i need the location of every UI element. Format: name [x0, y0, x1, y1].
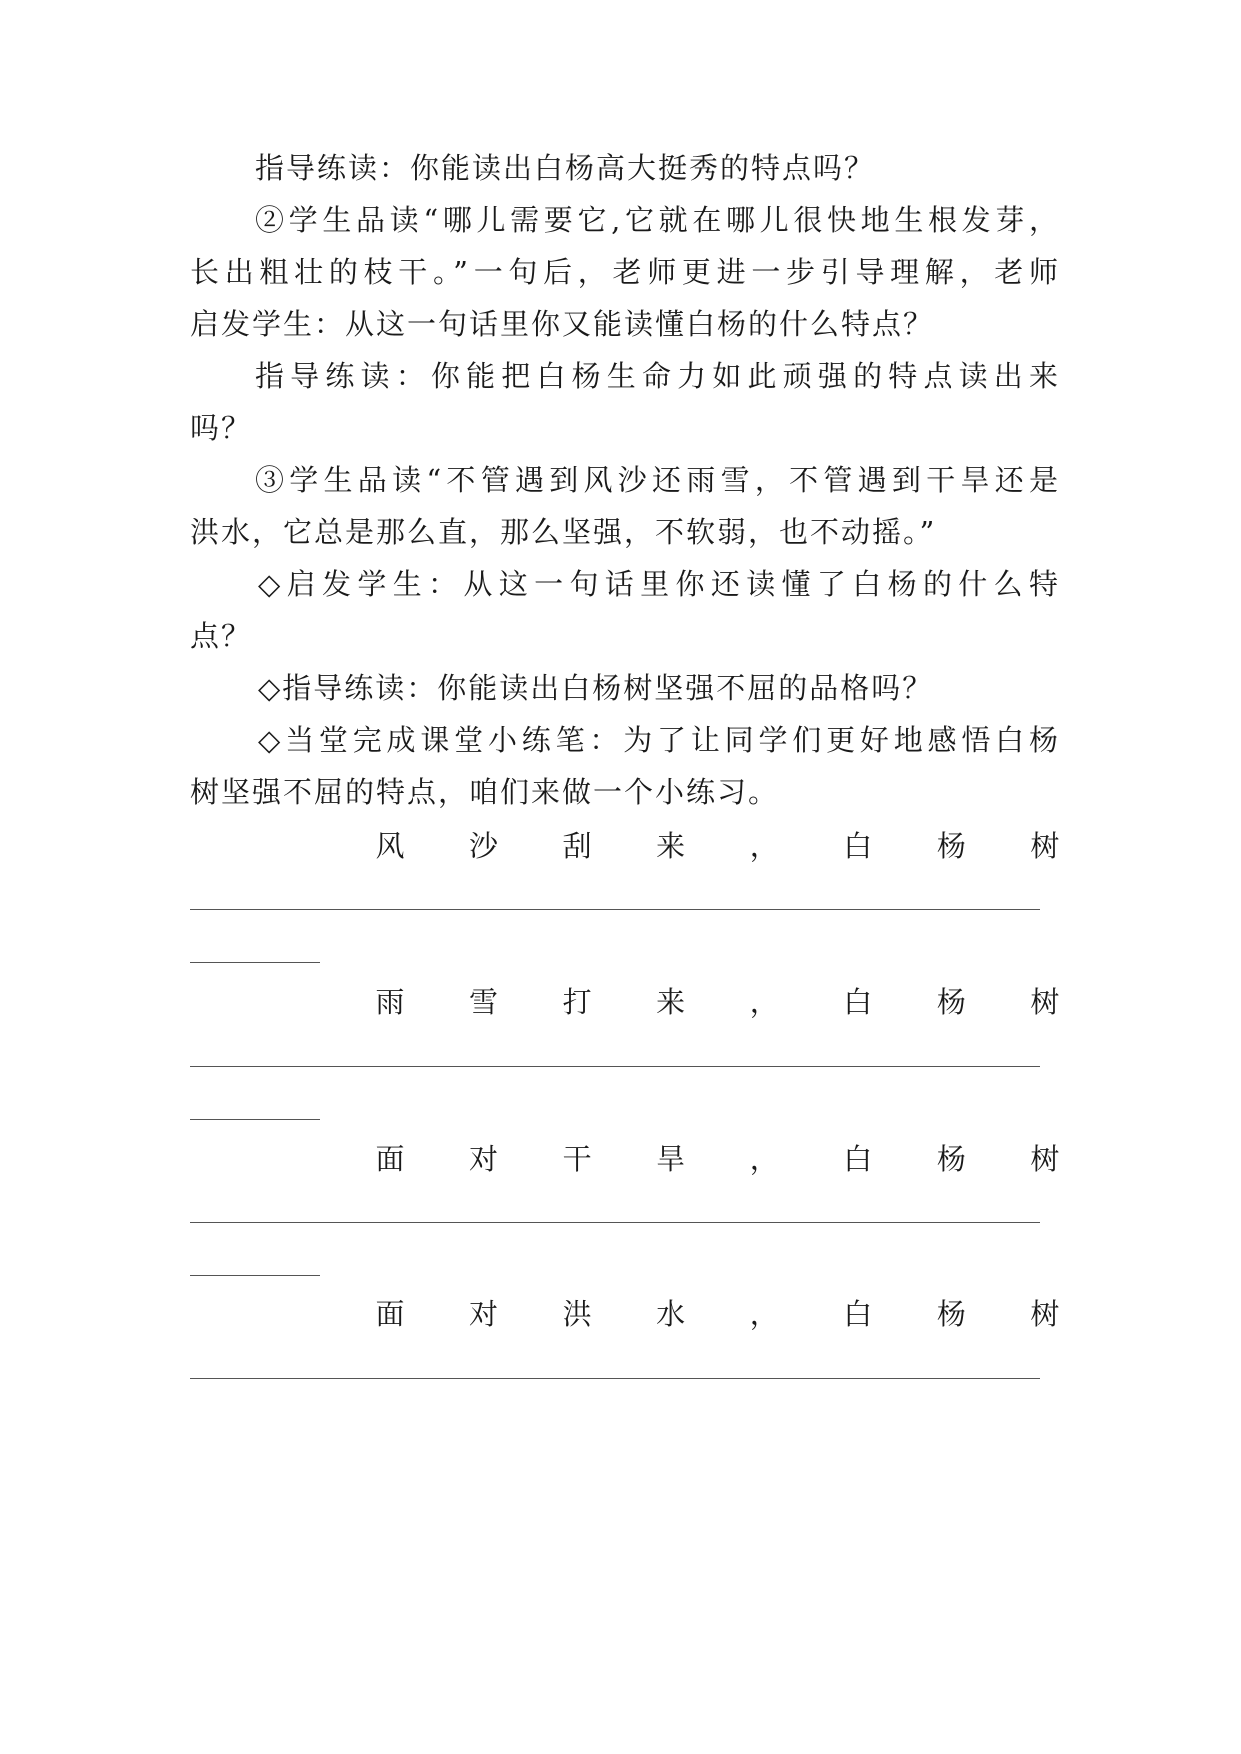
exercise-char: 雪	[469, 985, 499, 1019]
paragraph-guide-read-3: ◇指导练读：你能读出白杨树坚强不屈的品格吗？	[258, 671, 934, 705]
exercise-char: 洪	[562, 1297, 592, 1331]
exercise-char: 杨	[936, 1297, 966, 1331]
answer-blank-2-long	[190, 1066, 1040, 1067]
answer-blank-1-short	[190, 962, 320, 963]
paragraph-exercise-intro-line2: 树坚强不屈的特点，咱们来做一个小练习。	[190, 775, 780, 809]
paragraph-student-read-2-line1: ②学生品读“哪儿需要它,它就在哪儿很快地生根发芽，	[255, 203, 1060, 237]
exercise-char: 打	[562, 985, 592, 1019]
exercise-char: 沙	[469, 829, 499, 863]
exercise-prompt-3	[375, 1139, 1060, 1179]
exercise-char: 树	[1030, 1142, 1060, 1176]
exercise-char: ，	[749, 1142, 779, 1176]
exercise-char: 雨	[375, 985, 405, 1019]
exercise-char: 树	[1030, 985, 1060, 1019]
exercise-char: 白	[843, 1142, 873, 1176]
exercise-char: 杨	[936, 829, 966, 863]
answer-blank-1-long	[190, 909, 1040, 910]
exercise-prompt-1	[375, 826, 1060, 866]
answer-blank-3-long	[190, 1222, 1040, 1223]
exercise-char: 风	[375, 829, 405, 863]
paragraph-inspire-line2: 点？	[190, 619, 253, 653]
exercise-char: 杨	[936, 1142, 966, 1176]
answer-blank-3-short	[190, 1275, 320, 1276]
exercise-char: 对	[469, 1142, 499, 1176]
exercise-char: 杨	[936, 985, 966, 1019]
paragraph-inspire-line1: ◇启发学生：从这一句话里你还读懂了白杨的什么特	[258, 567, 1060, 601]
paragraph-student-read-3-line1: ③学生品读“不管遇到风沙还雨雪，不管遇到干旱还是	[255, 463, 1060, 497]
paragraph-student-read-3-line2: 洪水，它总是那么直，那么坚强，不软弱，也不动摇。”	[190, 515, 937, 549]
exercise-char: 树	[1030, 829, 1060, 863]
exercise-char: 水	[656, 1297, 686, 1331]
exercise-prompt-4	[375, 1294, 1060, 1334]
paragraph-guide-read-2-line2: 吗？	[190, 411, 253, 445]
exercise-char: 来	[656, 829, 686, 863]
exercise-char: 刮	[562, 829, 592, 863]
exercise-char: 面	[375, 1297, 405, 1331]
paragraph-guide-read-1: 指导练读：你能读出白杨高大挺秀的特点吗？	[255, 151, 876, 185]
exercise-char: 白	[843, 829, 873, 863]
exercise-char: 树	[1030, 1297, 1060, 1331]
exercise-char: 旱	[656, 1142, 686, 1176]
exercise-char: ，	[749, 1297, 779, 1331]
exercise-char: 对	[469, 1297, 499, 1331]
answer-blank-2-short	[190, 1119, 320, 1120]
exercise-char: 白	[843, 1297, 873, 1331]
exercise-char: 面	[375, 1142, 405, 1176]
exercise-prompt-2	[375, 982, 1060, 1022]
exercise-char: ，	[749, 985, 779, 1019]
paragraph-exercise-intro-line1: ◇当堂完成课堂小练笔：为了让同学们更好地感悟白杨	[258, 723, 1060, 757]
exercise-char: 白	[843, 985, 873, 1019]
exercise-char: 干	[562, 1142, 592, 1176]
answer-blank-4-long	[190, 1378, 1040, 1379]
exercise-char: ，	[749, 829, 779, 863]
paragraph-student-read-2-line2: 长出粗壮的枝干。”一句后，老师更进一步引导理解，老师	[190, 255, 1060, 289]
paragraph-guide-read-2-line1: 指导练读：你能把白杨生命力如此顽强的特点读出来	[255, 359, 1060, 393]
paragraph-student-read-2-line3: 启发学生：从这一句话里你又能读懂白杨的什么特点？	[190, 307, 935, 341]
exercise-char: 来	[656, 985, 686, 1019]
